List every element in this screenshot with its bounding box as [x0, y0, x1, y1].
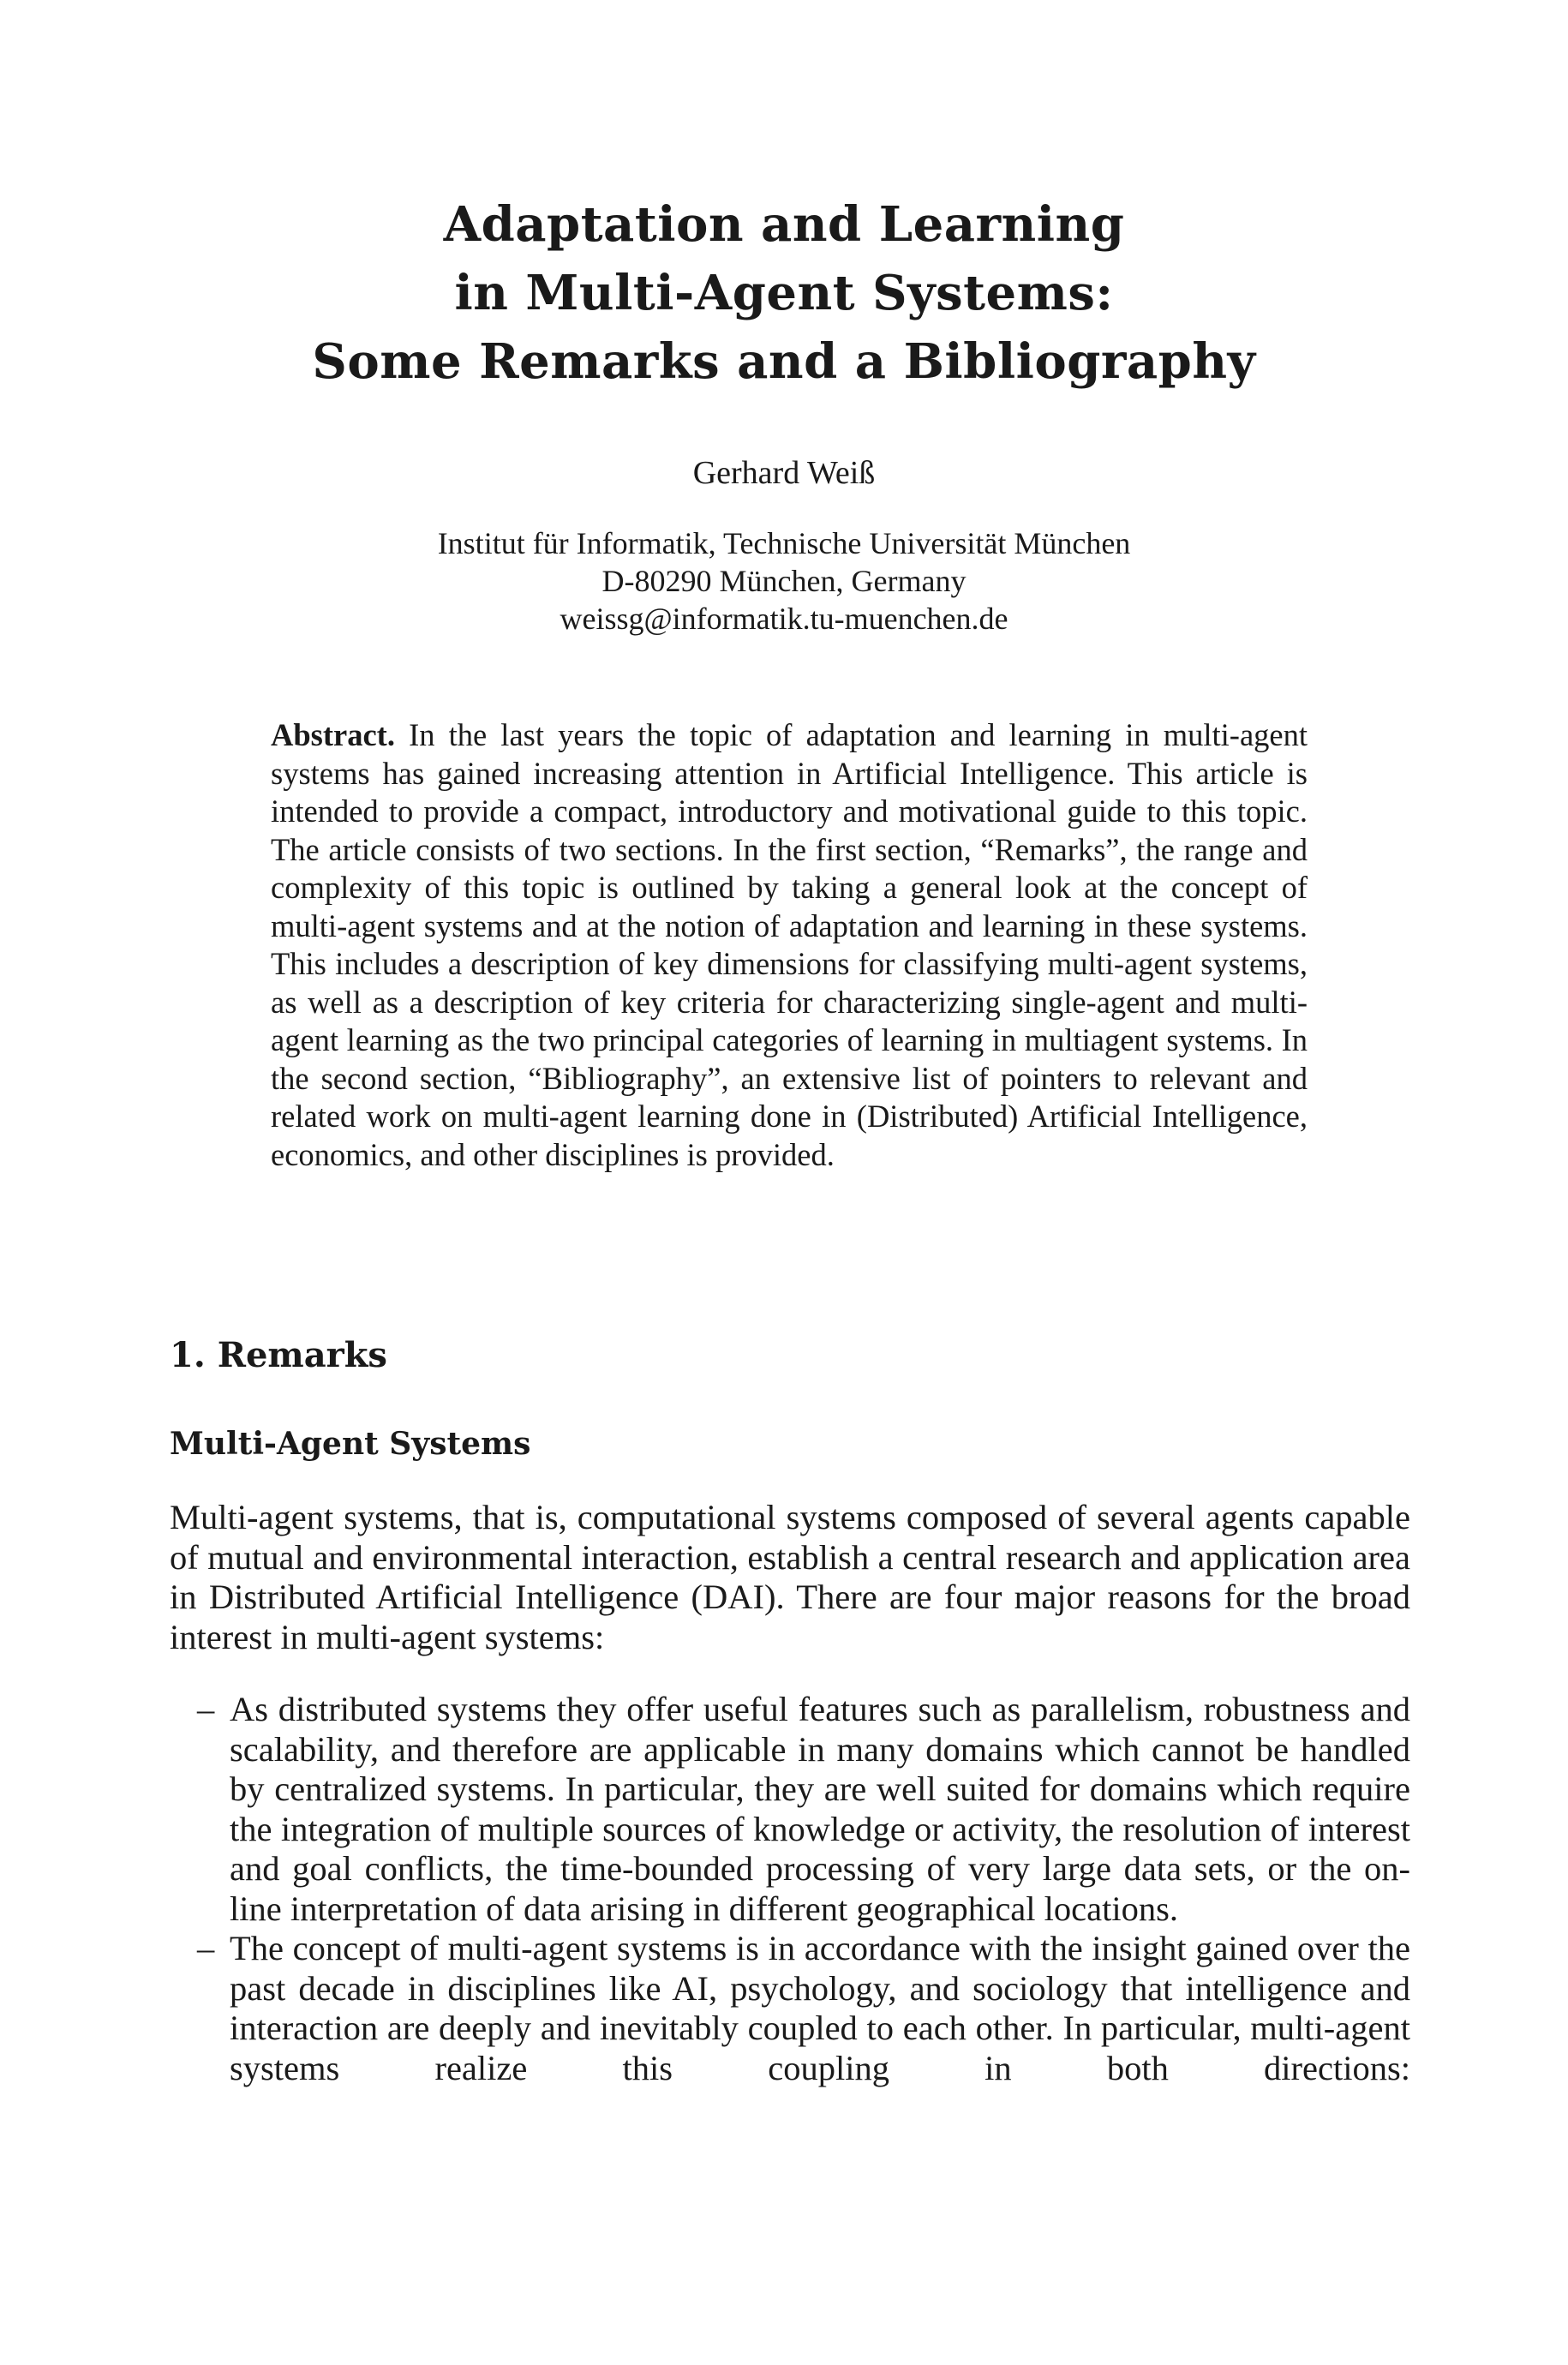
affiliation	[0, 524, 1568, 638]
title-line-2: in Multi-Agent Systems:	[454, 265, 1114, 321]
affiliation-email: weissg@informatik.tu-muenchen.de	[560, 602, 1008, 636]
list-item-text: The concept of multi-agent systems is in accordance with the insight gained over the past decade in disciplines like AI, psychology, and sociology that intelligence and interaction are deeply and inevitably coupled to each other. In particular, multi-agent systems realize this coupling in both directions:	[230, 1929, 1410, 2087]
abstract-text: In the last years the topic of adaptation and learning in multi-agent systems has gained increasing attention in Artificial Intelligence. This article is intended to provide a compact, introductory and motivational guide to this topic. The article consists of two sections. In the first section, “Remarks”, the range and complexity of this topic is outlined by taking a general look at the concept of multi-agent systems and at the notion of adaptation and learning in these systems. This includes a description of key dimensions for classifying multi-agent systems, as well as a description of key criteria for characterizing single-agent and multi-agent learning as the two principal categories of learning in multiagent systems. In the second section, “Bibliography”, an extensive list of pointers to relevant and related work on multi-agent learning done in (Distributed) Artificial Intelligence, economics, and other disciplines is provided.	[271, 717, 1308, 1172]
title-line-1: Adaptation and Learning	[443, 196, 1125, 253]
section-title: Remarks	[217, 1335, 387, 1375]
list-dash: –	[197, 1690, 215, 1728]
subsection-heading: Multi-Agent Systems	[170, 1426, 531, 1462]
author-name: Gerhard Weiß	[692, 455, 876, 491]
title-line-3: Some Remarks and a Bibliography	[312, 333, 1256, 390]
list-item	[170, 1929, 1410, 2088]
section-number: 1.	[170, 1335, 206, 1375]
abstract-label: Abstract.	[271, 717, 395, 752]
abstract	[271, 716, 1308, 1174]
paper-title	[0, 190, 1568, 396]
list-item-text: As distributed systems they offer useful features such as parallelism, robustness and scalability, and therefore are applicable in many domains which cannot be handled by centralized systems. In particular, they are well suited for domains which require the integration of multiple sources of knowledge or activity, the resolution of interest and goal conflicts, the time-bounded processing of very large data sets, or the on-line interpretation of data arising in different geographical locations.	[230, 1690, 1410, 1928]
reasons-list	[170, 1690, 1410, 2088]
section-heading	[170, 1332, 387, 1380]
list-dash: –	[197, 1929, 215, 1967]
affiliation-institute: Institut für Informatik, Technische Universität München	[437, 526, 1131, 560]
affiliation-address: D-80290 München, Germany	[601, 564, 967, 598]
body-intro-paragraph: Multi-agent systems, that is, computational systems composed of several agents capable of mutual and environmental interaction, establish a central research and application area in Distributed Artificial Intelligence (DAI). There are four major reasons for the broad interest in multi-agent systems:	[170, 1498, 1410, 1656]
list-item	[170, 1690, 1410, 1929]
